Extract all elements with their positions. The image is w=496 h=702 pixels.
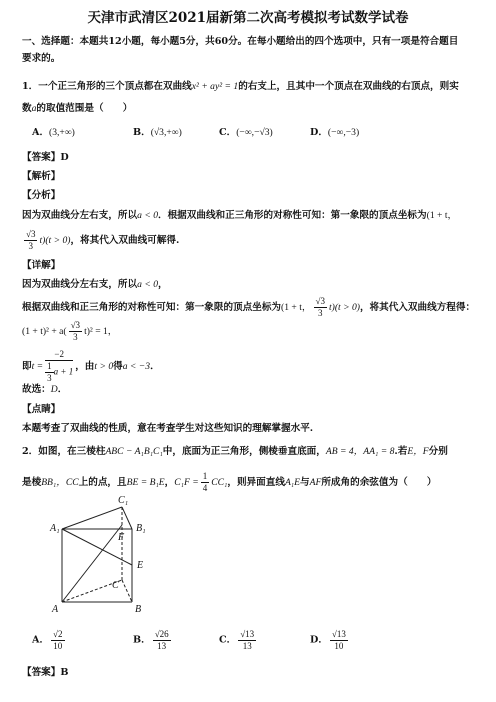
numerator: −2 <box>45 350 73 361</box>
q1-variable-a: a <box>31 103 37 114</box>
q1-stem-text-d: 的取值范围是（ ） <box>36 103 133 114</box>
fraction-one-quarter <box>201 472 210 493</box>
math: a < 0 <box>137 210 158 221</box>
q2-option-b[interactable] <box>133 630 173 651</box>
option-label: C． <box>219 127 237 138</box>
text: ，将其代入双曲线方程得： <box>359 302 476 313</box>
text: 上的点，且 <box>78 477 127 488</box>
math: t)(t > 0) <box>328 302 360 313</box>
text: ． <box>57 384 68 395</box>
math: t = <box>31 361 44 372</box>
math: A₁E <box>284 477 300 488</box>
edge-c-b <box>122 580 132 602</box>
option-fraction <box>51 630 64 651</box>
math: (1 + t， <box>281 302 312 313</box>
option-label: A． <box>32 634 50 646</box>
numerator: √3 <box>70 320 81 330</box>
q2-stem-line1 <box>22 447 448 457</box>
option-fraction <box>330 630 348 651</box>
text: 即 <box>22 361 32 372</box>
label-f: F <box>118 532 125 543</box>
numerator: 1 <box>202 471 208 481</box>
text: ．根据双曲线和正三角形的对称性可知：第一象限的顶点坐标为 <box>158 210 427 221</box>
q1-fenxi-line1 <box>22 211 457 221</box>
option-text: (−∞,−√3) <box>236 127 273 138</box>
q1-jiexi-heading: 【解析】 <box>22 171 61 182</box>
fraction-t-value <box>45 350 73 383</box>
math: D <box>50 384 58 395</box>
q1-fenxi-line2 <box>22 230 179 251</box>
math: BB₁，CC <box>41 477 79 488</box>
text: 故选： <box>22 384 51 395</box>
option-label: A． <box>32 127 50 138</box>
q1-option-b[interactable] <box>133 128 182 138</box>
option-fraction <box>153 630 171 651</box>
denominator: 4 <box>202 483 208 493</box>
q2-option-c[interactable] <box>219 630 258 651</box>
denominator: 3 <box>317 308 323 318</box>
label-a: A <box>52 604 59 615</box>
math: AF <box>309 477 322 488</box>
q1-xj-line3 <box>22 321 117 342</box>
q1-option-d[interactable] <box>310 128 359 138</box>
label-c1: C₁ <box>118 495 129 506</box>
label-b1: B₁ <box>136 523 146 534</box>
page-title: 天津市武清区2021届新第二次高考模拟考试数学试卷 <box>87 10 409 26</box>
math: C₁F = <box>174 477 199 488</box>
numerator: √13 <box>331 629 346 639</box>
denominator: 10 <box>334 641 344 651</box>
q1-stem-text: 1．一个正三角形的三个顶点都在双曲线 <box>22 81 192 92</box>
edge-c1-b1 <box>122 507 132 529</box>
fraction-sqrt3-over-3 <box>314 297 327 318</box>
label-a1: A₁ <box>50 523 60 534</box>
q2-answer: 【答案】B <box>22 667 69 678</box>
option-label: C． <box>219 634 237 646</box>
text: 得 <box>113 361 123 372</box>
q2-stem-line2 <box>22 472 436 493</box>
section-instructions-line1: 一、选择题：本题共12小题，每小题5分，共60分。在每小题给出的四个选项中，只有一项是符合题目 <box>22 36 459 47</box>
denominator: 3 <box>47 373 52 383</box>
q1-stem-text-c: 数 <box>22 103 32 114</box>
prism-figure <box>40 492 170 616</box>
option-label: D． <box>310 634 328 646</box>
numerator: 1 <box>47 361 52 371</box>
numerator: √13 <box>240 629 255 639</box>
denominator: 3 <box>28 241 33 251</box>
denominator: 10 <box>53 641 63 651</box>
text: ， <box>158 279 168 290</box>
label-b: B <box>135 604 142 615</box>
q1-xj-line2 <box>22 297 475 318</box>
option-text: (3,+∞) <box>49 127 75 138</box>
math: t)(t > 0) <box>39 235 71 246</box>
math: BE = B₁E <box>126 477 165 488</box>
q1-answer: 【答案】D <box>22 152 69 163</box>
text: 分别 <box>428 446 448 457</box>
text: ，由 <box>75 361 95 372</box>
math: a + 1 <box>53 366 74 377</box>
text: ，则异面直线 <box>227 477 285 488</box>
denominator: 3 <box>73 332 78 342</box>
q1-stem-line1 <box>22 82 459 92</box>
q1-dianjing-text: 本题考查了双曲线的性质，意在考查学生对这些知识的理解掌握水平. <box>22 423 314 434</box>
denominator: 13 <box>242 641 252 651</box>
text: 所成角的余弦值为（ ） <box>321 477 437 488</box>
math: ABC − A₁B₁C₁ <box>105 446 163 457</box>
option-label: B． <box>133 634 151 646</box>
label-c: C <box>112 580 119 591</box>
option-fraction <box>238 630 256 651</box>
math: t)² = 1， <box>84 326 118 337</box>
q1-xj-line1 <box>22 280 168 290</box>
q1-fenxi-heading: 【分析】 <box>22 190 61 201</box>
text: .若 <box>394 446 408 457</box>
q1-stem-text-b: 的右支上，且其中一个顶点在双曲线的右顶点，则实 <box>238 81 459 92</box>
text: ． <box>150 361 160 372</box>
q1-stem-line2 <box>22 104 132 114</box>
q1-option-a[interactable] <box>32 128 75 138</box>
numerator: √3 <box>315 296 325 306</box>
numerator: √3 <box>26 229 36 239</box>
text: ， <box>164 477 175 488</box>
math: a < −3 <box>122 361 151 372</box>
text: 与 <box>300 477 310 488</box>
math: AB = 4，AA₁ = 8 <box>325 446 395 457</box>
q1-hyperbola-equation: x² + ay² = 1 <box>191 81 239 92</box>
option-text: (−∞,−3) <box>327 127 360 138</box>
fraction-sqrt3-over-3 <box>69 321 82 342</box>
q1-option-c[interactable] <box>219 128 273 138</box>
option-text: (√3,+∞) <box>150 127 182 138</box>
math: E，F <box>407 446 429 457</box>
text: 因为双曲线分左右支，所以 <box>22 210 138 221</box>
q1-xj-line4 <box>22 350 160 383</box>
numerator: √26 <box>154 629 169 639</box>
math: (1 + t)² + a( <box>22 326 67 337</box>
math: t > 0 <box>94 361 114 372</box>
denominator: 13 <box>157 641 167 651</box>
option-label: D． <box>310 127 328 138</box>
q1-xj-line5 <box>22 385 67 395</box>
q2-option-d[interactable] <box>310 630 350 651</box>
math: (1 + t， <box>426 210 458 221</box>
label-e: E <box>137 560 144 571</box>
option-label: B． <box>133 127 151 138</box>
text: 2．如图，在三棱柱 <box>22 446 106 457</box>
q1-xiangjie-heading: 【详解】 <box>22 260 61 271</box>
q1-dianjing-heading: 【点睛】 <box>22 404 61 415</box>
text: ，将其代入双曲线可解得. <box>70 235 180 246</box>
denominator <box>45 361 73 383</box>
math: a < 0 <box>137 279 158 290</box>
fraction-sqrt3-over-3 <box>24 230 37 251</box>
edge-a1-c1 <box>62 507 122 529</box>
text: 因为双曲线分左右支，所以 <box>22 279 138 290</box>
q2-option-a[interactable] <box>32 630 67 651</box>
text: 中，底面为正三角形，侧棱垂直底面， <box>162 446 326 457</box>
text: 根据双曲线和正三角形的对称性可知：第一象限的顶点坐标为 <box>22 302 282 313</box>
math: CC₁ <box>211 477 228 488</box>
section-instructions-line2: 要求的。 <box>22 53 61 64</box>
numerator: √2 <box>53 629 63 639</box>
text: 是棱 <box>22 477 42 488</box>
